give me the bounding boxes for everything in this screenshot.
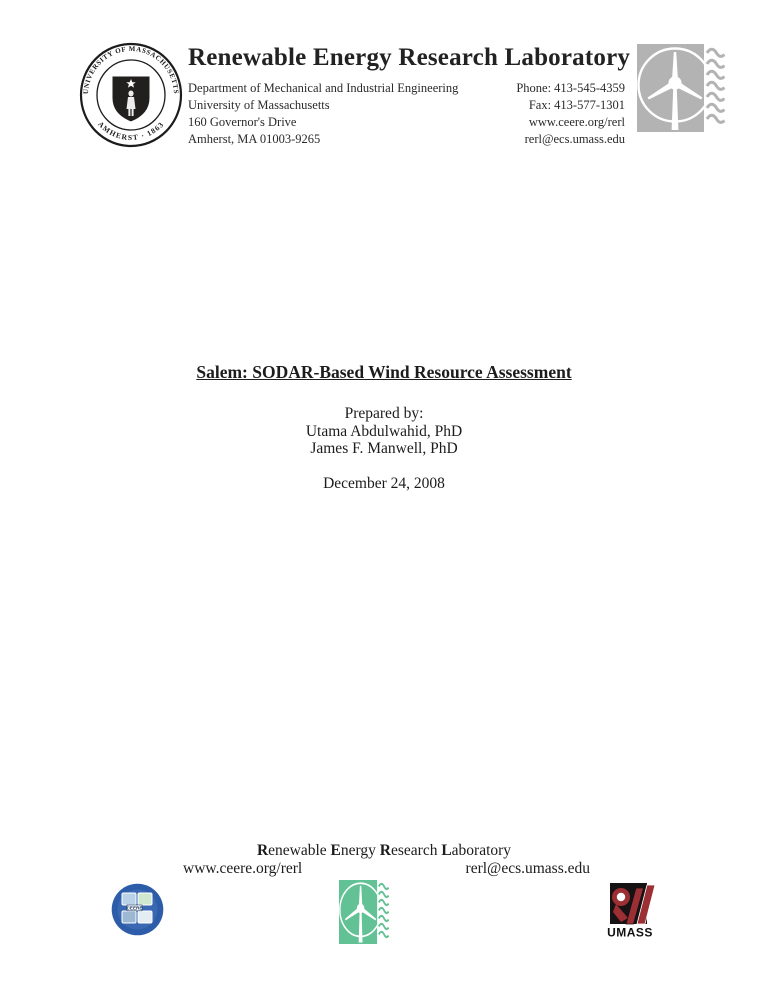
- footer-email: rerl@ecs.umass.edu: [465, 860, 590, 877]
- org-name-segment: R: [256, 842, 269, 859]
- org-name-segment: aboratory: [451, 842, 512, 859]
- byline: [0, 405, 768, 458]
- seal-top-text: UNIVERSITY OF MASSACHUSETTS: [81, 44, 181, 95]
- header-address: [188, 80, 458, 148]
- header-contact: [516, 80, 625, 148]
- address-line: University of Massachusetts: [188, 98, 330, 112]
- wave-lines-icon: [707, 49, 725, 122]
- org-name-segment: L: [441, 842, 452, 859]
- contact-line-website: www.ceere.org/rerl: [528, 115, 625, 129]
- footer-website: www.ceere.org/rerl: [183, 860, 303, 877]
- org-name-segment: E: [330, 842, 341, 859]
- author-line: Utama Abdulwahid, PhD: [305, 422, 463, 440]
- ceere-logo: [111, 883, 164, 936]
- seal-bottom-text: AMHERST · 1863: [96, 119, 166, 143]
- contact-line-email: rerl@ecs.umass.edu: [524, 132, 625, 146]
- address-line: 160 Governor's Drive: [188, 115, 297, 129]
- prepared-by-label: Prepared by:: [344, 405, 424, 422]
- org-name-segment: R: [379, 842, 391, 859]
- doc-title: Salem: SODAR-Based Wind Resource Assessment: [196, 362, 572, 382]
- contact-line-phone: Phone: 413-545-4359: [516, 81, 625, 95]
- author-line: James F. Manwell, PhD: [310, 440, 458, 457]
- title-block: [0, 362, 768, 493]
- org-name-segment: nergy: [340, 842, 380, 859]
- umass-logo: [607, 883, 657, 940]
- org-name-segment: enewable: [268, 842, 331, 859]
- umass-seal-logo: [79, 42, 183, 148]
- contact-line-fax: Fax: 413-577-1301: [528, 98, 625, 112]
- ceere-label: CEERE: [126, 905, 143, 911]
- umass-wordmark: UMASS: [607, 925, 653, 940]
- rerl-wind-turbine-logo-green: [339, 880, 389, 944]
- rerl-wind-turbine-logo-gray: [637, 44, 725, 132]
- footer-links: [183, 860, 590, 878]
- letterhead: [188, 44, 631, 148]
- org-name-segment: esearch: [390, 842, 442, 859]
- address-line: Department of Mechanical and Industrial Engineering: [188, 81, 459, 95]
- doc-date: December 24, 2008: [323, 474, 445, 492]
- address-line: Amherst, MA 01003-9265: [188, 132, 321, 146]
- footer-org-name: [0, 842, 768, 860]
- org-title: Renewable Energy Research Laboratory: [188, 44, 631, 71]
- wave-lines-icon: [379, 884, 389, 937]
- letterhead-columns: [188, 80, 625, 148]
